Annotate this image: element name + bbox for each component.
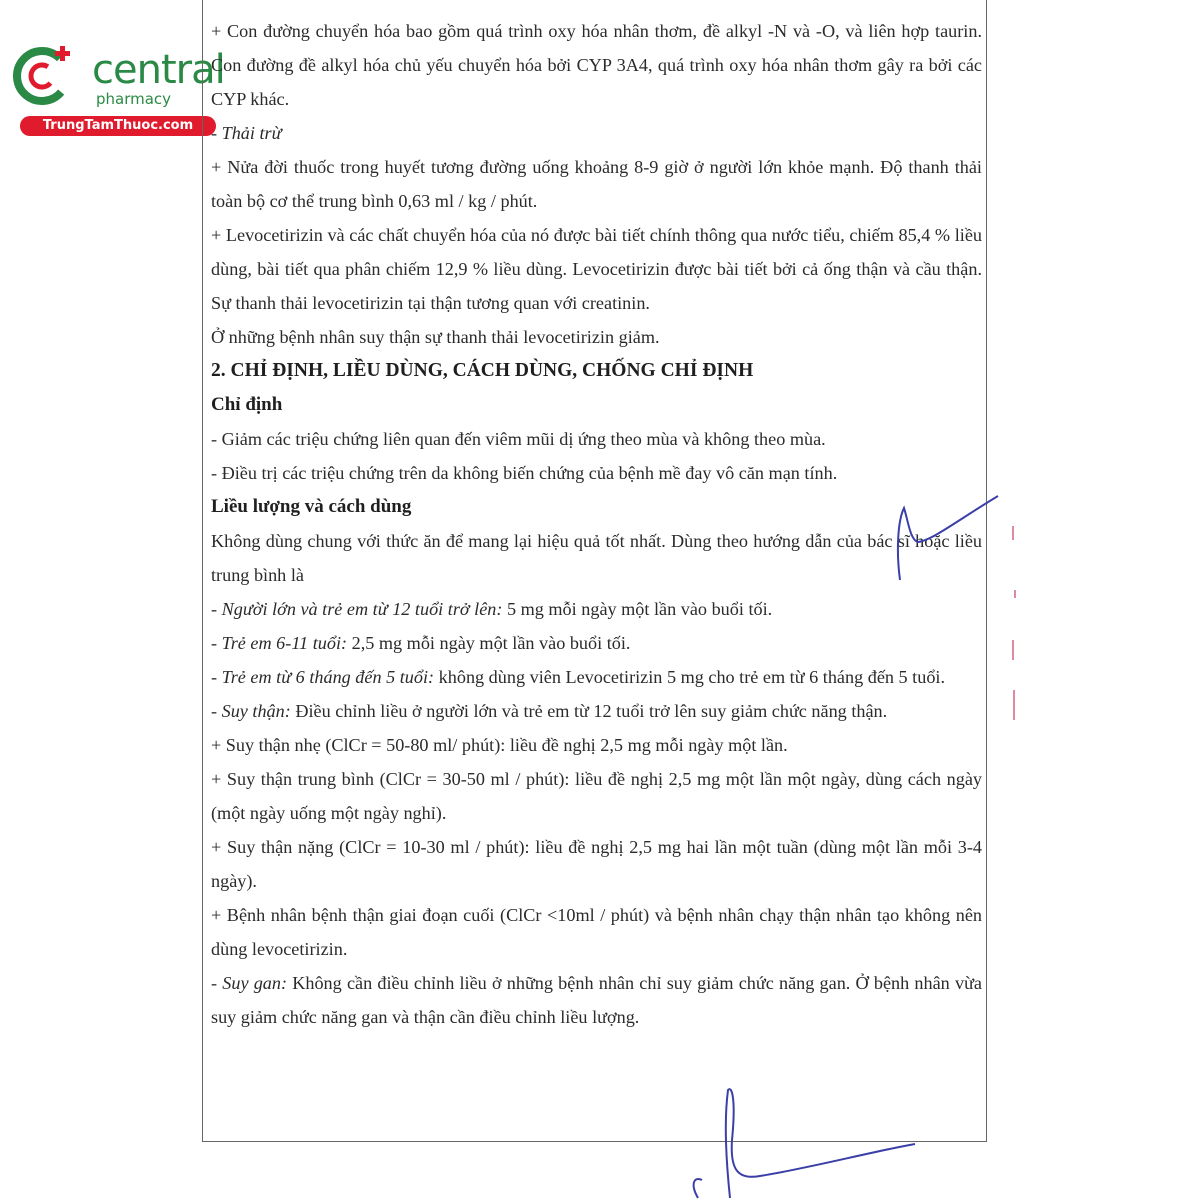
indications-heading: Chỉ định xyxy=(211,394,283,415)
renal-clearance-note: Ở những bệnh nhân suy thận sự thanh thải levocetirizin giảm. xyxy=(211,327,660,347)
handwritten-signature-mark xyxy=(888,490,1008,590)
indication-item: - Điều trị các triệu chứng trên da không biến chứng của bệnh mề đay vô căn mạn tính. xyxy=(211,463,838,483)
renal-dose-item: + Bệnh nhân bệnh thận giai đoạn cuối (ClCr <10ml / phút) và bệnh nhân chạy thận nhân tạo không nên dùng levocetirizin. xyxy=(211,905,982,959)
indication-item: - Giảm các triệu chứng liên quan đến viêm mũi dị ứng theo mùa và không theo mùa. xyxy=(211,429,826,449)
dosage-renal: - Suy thận: Điều chỉnh liều ở người lớn và trẻ em từ 12 tuổi trở lên suy giảm chức năng thận. xyxy=(211,701,888,721)
document-page xyxy=(202,0,987,1142)
excretion-paragraph: + Levocetirizin và các chất chuyển hóa của nó được bài tiết chính thông qua nước tiểu, chiếm 85,4 % liều dùng, bài tiết qua phân chiếm 12,9 % liều dùng. Levocetirizin được bài tiết bởi cả ống thận và cầu thận. Sự thanh thải levocetirizin tại thận tương quan với creatinin. xyxy=(211,225,982,313)
section-2-heading: 2. CHỈ ĐỊNH, LIỀU DÙNG, CÁCH DÙNG, CHỐNG CHỈ ĐỊNH xyxy=(211,360,754,381)
logo-subtitle: pharmacy xyxy=(96,90,172,108)
elimination-heading: - Thải trừ xyxy=(211,123,282,143)
dosage-liver: - Suy gan: Không cần điều chỉnh liều ở những bệnh nhân chỉ suy giảm chức năng gan. Ở bệnh nhân vừa suy giảm chức năng gan và thận cần điều chỉnh liều lượng. xyxy=(211,973,982,1027)
renal-dose-item: + Suy thận trung bình (ClCr = 30-50 ml / phút): liều đề nghị 2,5 mg một lần một ngày, dùng cách ngày (một ngày uống một ngày nghỉ). xyxy=(211,769,982,823)
handwritten-signature xyxy=(680,1080,930,1200)
dosage-child: - Trẻ em 6-11 tuổi: 2,5 mg mỗi ngày một lần vào buổi tối. xyxy=(211,633,631,653)
logo-website-badge[interactable]: TrungTamThuoc.com xyxy=(20,116,216,136)
renal-dose-item: + Suy thận nặng (ClCr = 10-30 ml / phút): liều đề nghị 2,5 mg hai lần một tuần (dùng một lần mỗi 3-4 ngày). xyxy=(211,837,982,891)
central-pharmacy-logo[interactable] xyxy=(8,36,225,136)
logo-brand-name: central xyxy=(92,47,225,93)
dosage-adult: - Người lớn và trẻ em từ 12 tuổi trở lên: 5 mg mỗi ngày một lần vào buổi tối. xyxy=(211,599,773,619)
renal-dose-item: + Suy thận nhẹ (ClCr = 50-80 ml/ phút): liều đề nghị 2,5 mg mỗi ngày một lần. xyxy=(211,735,788,755)
dosage-heading: Liều lượng và cách dùng xyxy=(211,496,412,517)
dosage-infant: - Trẻ em từ 6 tháng đến 5 tuổi: không dùng viên Levocetirizin 5 mg cho trẻ em từ 6 tháng đến 5 tuổi. xyxy=(211,667,946,687)
metabolism-paragraph: + Con đường chuyển hóa bao gồm quá trình oxy hóa nhân thơm, đề alkyl -N và -O, và liên hợp taurin. Con đường đề alkyl hóa chủ yếu chuyển hóa bởi CYP 3A4, quá trình oxy hóa nhân thơm gây ra bởi các CYP khác. xyxy=(211,21,982,109)
dosage-intro: Không dùng chung với thức ăn để mang lại hiệu quả tốt nhất. Dùng theo hướng dẫn của bác sĩ hoặc liều trung bình là xyxy=(211,531,982,585)
page-edge-stamp-marks xyxy=(1008,520,1020,740)
central-logo-mark-icon xyxy=(12,42,78,108)
document-body xyxy=(211,14,982,1034)
half-life-paragraph: + Nửa đời thuốc trong huyết tương đường uống khoảng 8-9 giờ ở người lớn khỏe mạnh. Độ thanh thải toàn bộ cơ thể trung bình 0,63 ml / kg / phút. xyxy=(211,157,982,211)
